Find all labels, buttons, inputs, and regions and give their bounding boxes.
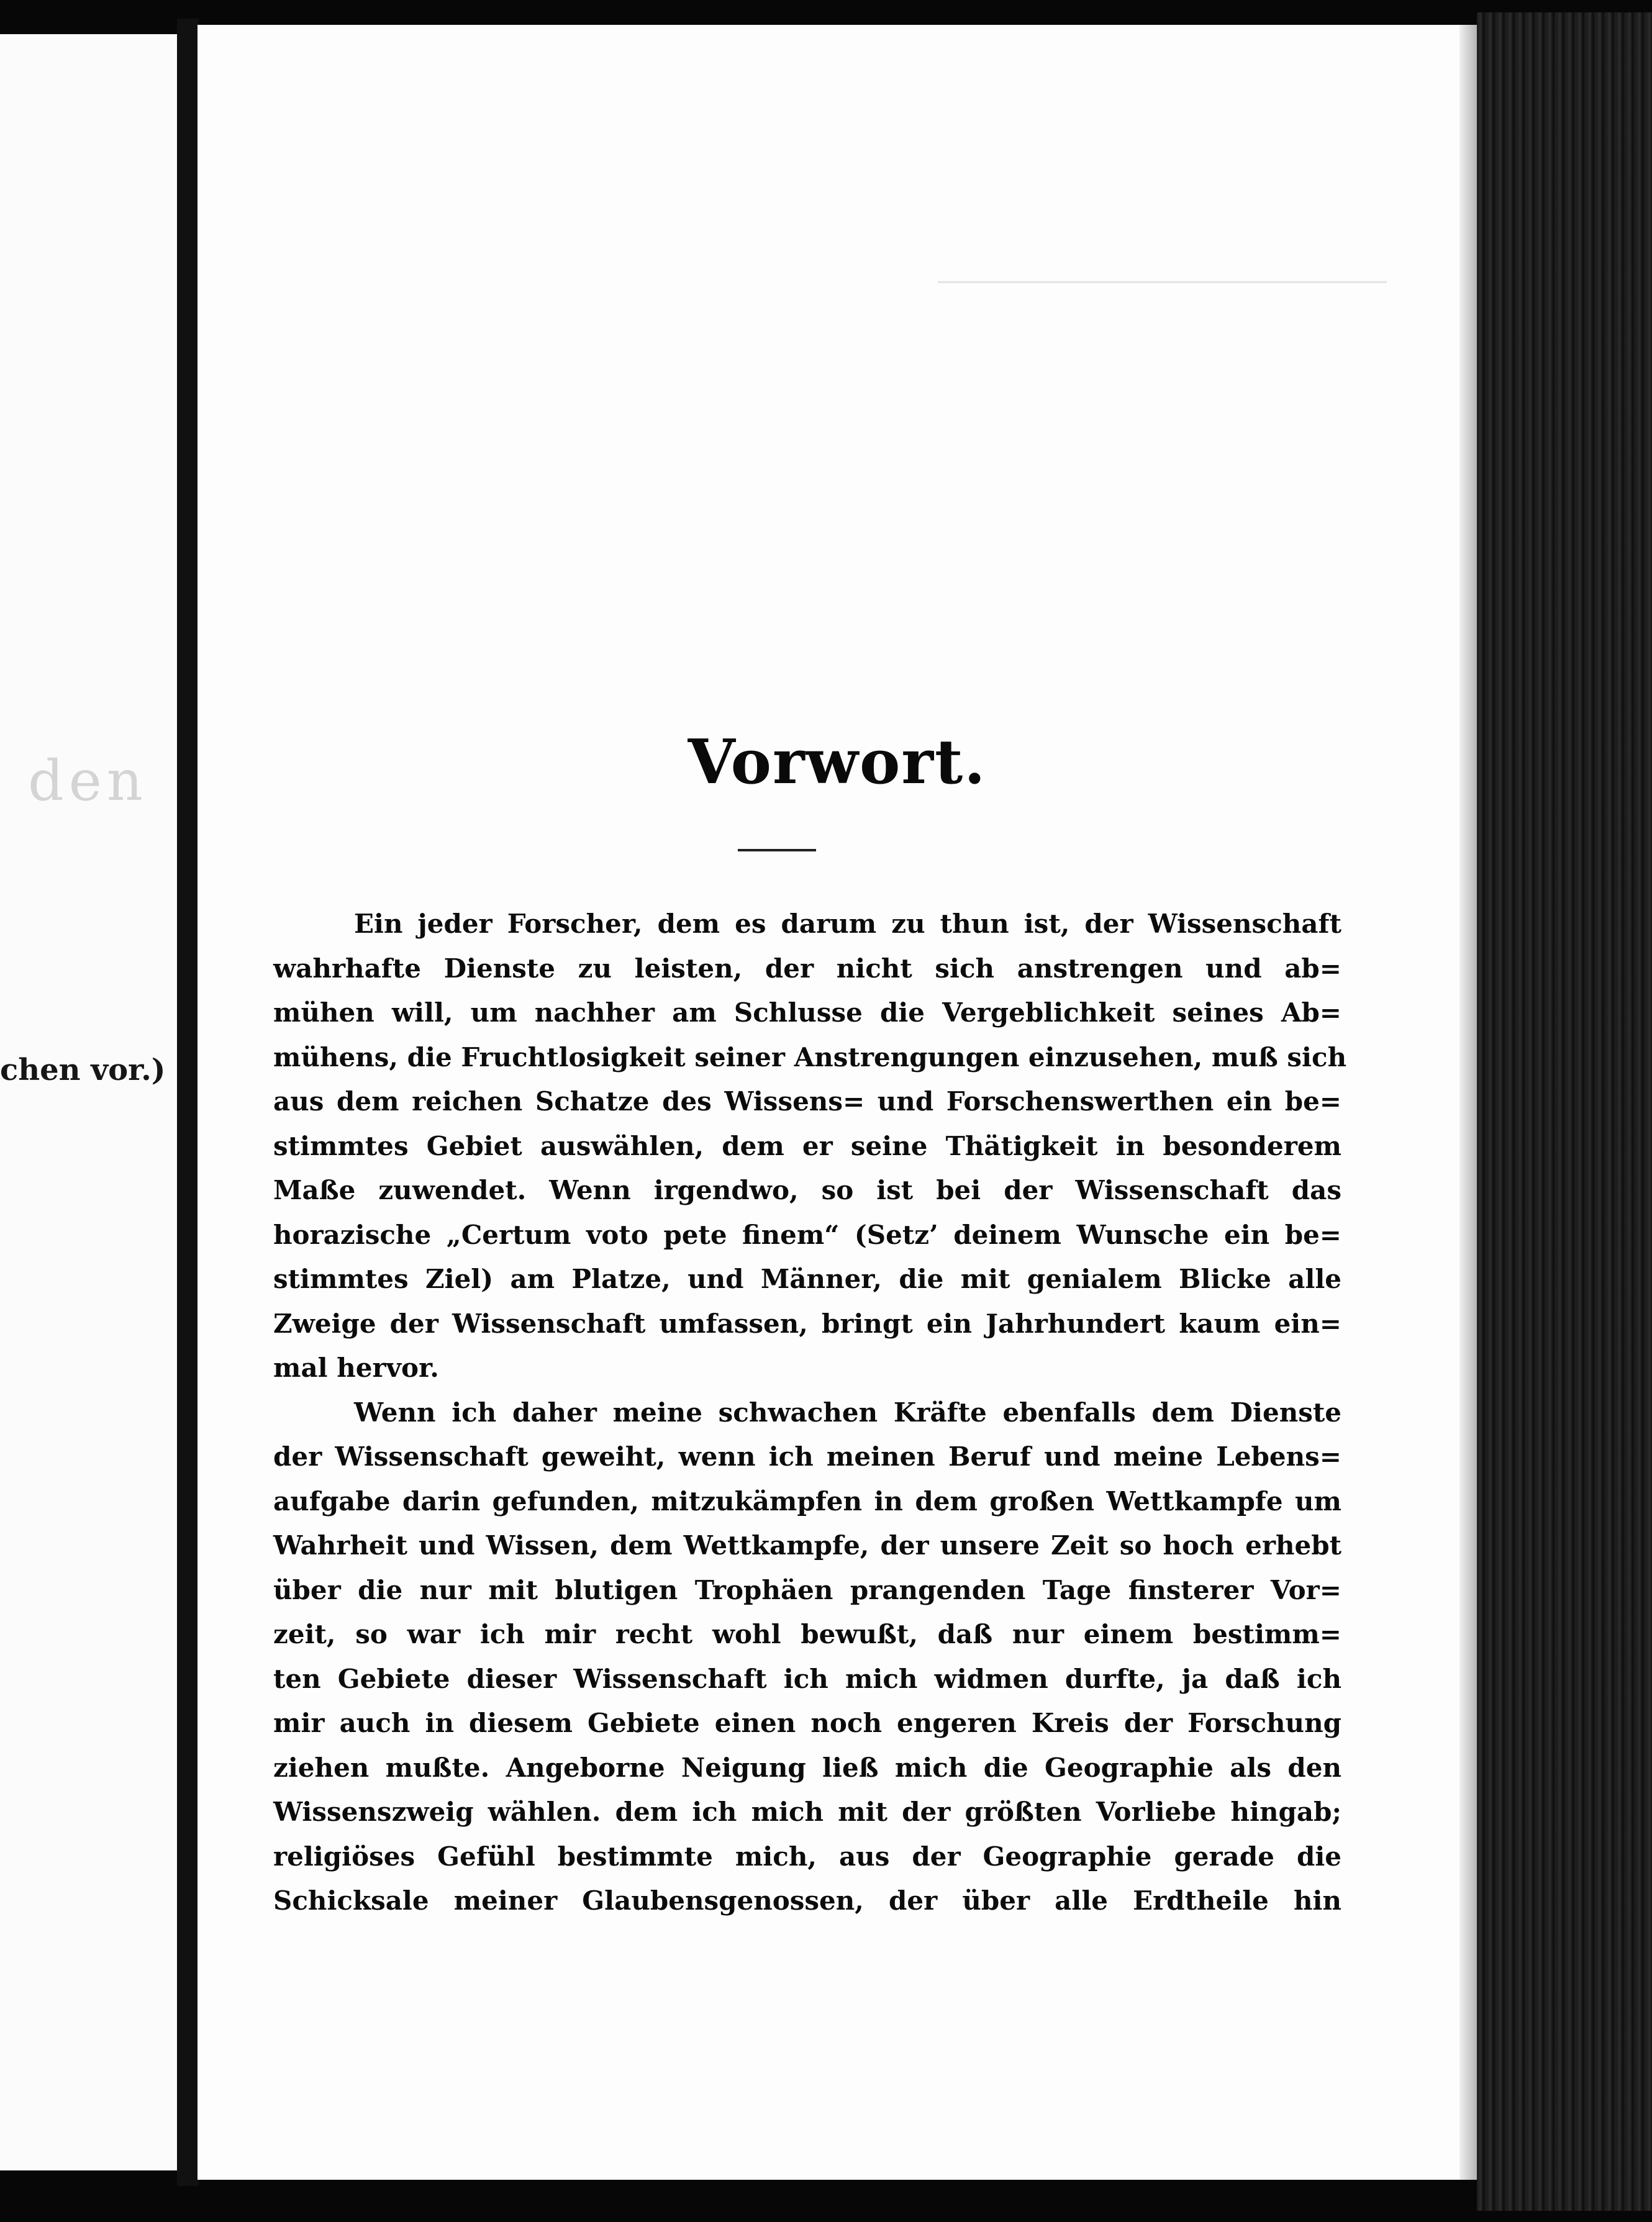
text-line: aufgabe darin gefunden, mitzukämpfen in dem großen Wettkampfe um: [273, 1485, 1341, 1517]
text-line: ten Gebiete dieser Wissenschaft ich mich widmen durfte, ja daß ich: [273, 1663, 1341, 1694]
text-line: aus dem reichen Schatze des Wissens= und Forschenswerthen ein be=: [273, 1086, 1341, 1117]
text-line: stimmtes Ziel) am Platze, und Männer, die mit genialem Blicke alle: [273, 1264, 1341, 1294]
text-line: Zweige der Wissenschaft umfassen, bringt ein Jahrhundert kaum ein=: [273, 1308, 1341, 1339]
left-facing-page: [0, 34, 177, 2170]
text-line: religiöses Gefühl bestimmte mich, aus der Geographie gerade die: [273, 1841, 1341, 1872]
text-line: Ein jeder Forscher, dem es darum zu thun ist, der Wissenschaft: [354, 909, 1341, 939]
text-line: stimmtes Gebiet auswählen, dem er seine Thätigkeit in besonderem: [273, 1130, 1341, 1161]
text-line: Wahrheit und Wissen, dem Wettkampfe, der unsere Zeit so hoch erhebt: [273, 1530, 1341, 1561]
text-line: Maße zuwendet. Wenn irgendwo, so ist bei der Wissenschaft das: [273, 1175, 1341, 1205]
text-line: horazische „Certum voto pete finem“ (Setz’ deinem Wunsche ein be=: [273, 1219, 1341, 1250]
left-page-heading-fragment: den: [28, 748, 148, 814]
text-line: wahrhafte Dienste zu leisten, der nicht sich anstrengen und ab=: [273, 953, 1341, 984]
text-line: zeit, so war ich mir recht wohl bewußt, daß nur einem bestimm=: [273, 1619, 1341, 1649]
text-line: über die nur mit blutigen Trophäen prangenden Tage finsterer Vor=: [273, 1574, 1341, 1605]
title-divider: [738, 849, 816, 851]
main-page: [197, 25, 1477, 2180]
text-line: Wenn ich daher meine schwachen Kräfte ebenfalls dem Dienste: [354, 1397, 1341, 1428]
text-line: mühens, die Fruchtlosigkeit seiner Anstrengungen einzusehen, muß sich: [273, 1041, 1347, 1072]
paragraph-1: [273, 902, 1347, 1390]
text-line: ziehen mußte. Angeborne Neigung ließ mich die Geographie als den: [273, 1752, 1341, 1783]
text-line: mühen will, um nachher am Schlusse die Vergeblichkeit seines Ab=: [273, 997, 1341, 1028]
text-line: der Wissenschaft geweiht, wenn ich meinen Beruf und meine Lebens=: [273, 1441, 1341, 1472]
left-page-text-fragment: chen vor.): [0, 1053, 166, 1087]
book-page-edges: [1477, 12, 1652, 2211]
book-gutter: [177, 19, 199, 2186]
text-line: Schicksale meiner Glaubensgenossen, der über alle Erdtheile hin: [273, 1885, 1341, 1916]
page-title: Vorwort.: [688, 727, 987, 798]
text-line: Wissenszweig wählen. dem ich mich mit der größten Vorliebe hingab;: [273, 1797, 1341, 1827]
text-line: mal hervor.: [273, 1353, 439, 1383]
bleed-through-text: ──────────────────────────────: [938, 268, 1387, 297]
paragraph-2: [273, 1390, 1341, 1923]
body-text: [273, 902, 1347, 1923]
text-line: mir auch in diesem Gebiete einen noch engeren Kreis der Forschung: [273, 1708, 1341, 1738]
